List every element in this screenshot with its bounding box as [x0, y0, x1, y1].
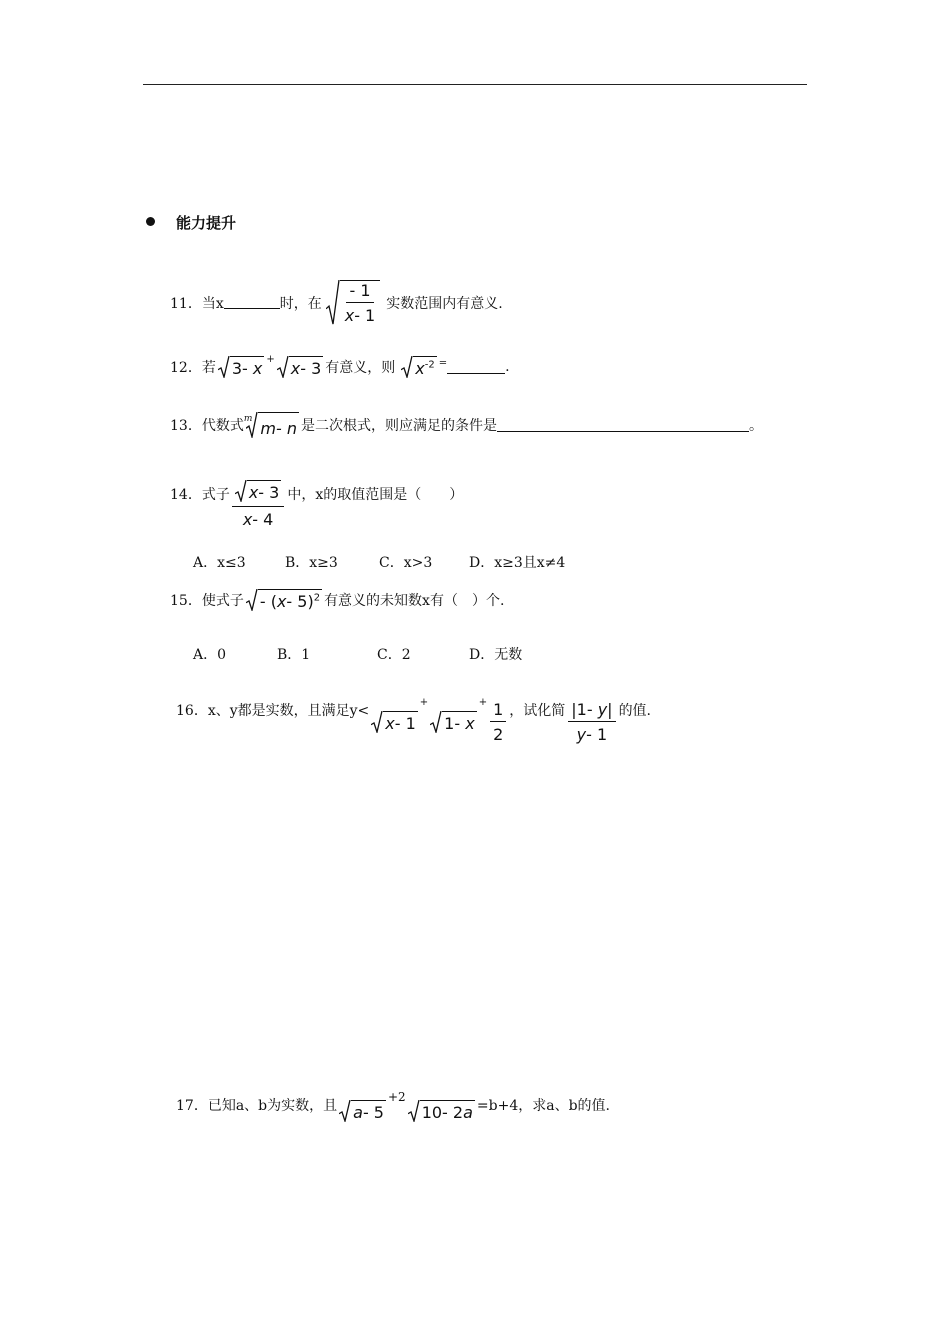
- q16-radical-1: x- 1: [371, 711, 418, 733]
- question-15-options: [193, 644, 522, 664]
- q16-abs-fraction: $\frac{|1- y|}{y- 1}$: [568, 700, 615, 744]
- radical-sign-icon: [326, 280, 340, 325]
- q16-plus-2: +: [478, 696, 488, 708]
- q14-option-a: A．x≤3: [193, 555, 246, 571]
- q11-prefix: 11．当x: [170, 295, 224, 312]
- q17-prefix: 17．已知a、b为实数，且: [176, 1098, 338, 1114]
- q16-half-fraction: $\frac{1}{2}$: [490, 700, 506, 744]
- q16-plus-1: +: [419, 696, 429, 708]
- q11-numerator: - 1: [346, 281, 373, 303]
- q12-radical-1: 3- x: [218, 356, 265, 378]
- q14-prefix: 14．式子: [170, 487, 230, 503]
- q13-end: 。: [748, 418, 763, 434]
- question-16: [176, 688, 652, 744]
- q17-radical-2: 10- 2a: [408, 1100, 475, 1122]
- q13-root-index: m: [243, 414, 253, 424]
- question-13: [170, 412, 763, 438]
- section-heading: [146, 212, 236, 233]
- question-17: [176, 1090, 610, 1122]
- question-15: [170, 589, 504, 611]
- q14-option-b: B．x≥3: [285, 555, 338, 571]
- q16-radical-2: 1- x: [430, 711, 477, 733]
- q14-option-c: C．x>3: [379, 555, 433, 571]
- q14-radical: x- 3: [235, 480, 282, 502]
- q12-radical-2: x- 3: [277, 356, 324, 378]
- question-12: [170, 353, 510, 378]
- radical-sign-icon: [246, 589, 258, 611]
- q17-plus-two: +2: [387, 1090, 406, 1104]
- question-14-options: [193, 552, 565, 572]
- q13-radical: m m- n: [243, 414, 297, 438]
- q14-fraction: $\frac{x- 3}{x- 4}$: [232, 480, 285, 529]
- radical-sign-icon: [277, 356, 289, 378]
- radical-sign-icon: [218, 356, 230, 378]
- radical-sign-icon: [401, 356, 413, 378]
- q11-radical: [326, 280, 381, 325]
- radical-sign-icon: [408, 1100, 420, 1122]
- radical-sign-icon: [339, 1100, 351, 1122]
- q12-equals: =: [438, 357, 448, 369]
- q11-denominator: x- 1: [344, 306, 376, 325]
- q12-plus: +: [266, 353, 275, 365]
- q11-answer-blank: [224, 296, 280, 309]
- q17-radical-1: a- 5: [339, 1100, 386, 1122]
- q12-answer-blank: [447, 361, 505, 374]
- q17-suffix: =b+4，求a、b的值.: [476, 1098, 610, 1114]
- q14-suffix: 中，x的取值范围是（ ）: [287, 487, 464, 503]
- question-11: [170, 280, 503, 325]
- radical-sign-icon: [371, 711, 383, 733]
- bullet-icon: [146, 217, 155, 226]
- q16-suffix: 的值.: [618, 703, 652, 719]
- q14-option-d: D．x≥3且x≠4: [469, 555, 566, 571]
- q15-radical: - (x- 5)$^2$: [246, 589, 322, 611]
- q15-option-c: C．2: [377, 647, 411, 663]
- section-title: 能力提升: [176, 214, 237, 232]
- q11-fraction: [342, 281, 379, 325]
- q15-option-d: D．无数: [469, 647, 523, 663]
- radical-sign-icon: [430, 711, 442, 733]
- q11-middle: 时，在: [279, 295, 322, 312]
- q12-middle: 有意义，则: [325, 360, 396, 376]
- q15-option-a: A．0: [193, 647, 227, 663]
- radical-sign-icon: [235, 480, 247, 502]
- q11-suffix: 实数范围内有意义.: [386, 295, 503, 312]
- q13-answer-blank: [497, 419, 749, 432]
- q12-period: .: [505, 359, 510, 375]
- q13-prefix: 13．代数式: [170, 418, 244, 434]
- header-rule: [143, 84, 807, 85]
- q12-prefix: 12．若: [170, 360, 216, 376]
- radical-sign-icon: [243, 412, 258, 438]
- q15-suffix: 有意义的未知数x有（ ）个.: [324, 593, 505, 609]
- q15-prefix: 15．使式子: [170, 593, 244, 609]
- q12-radical-3: $x^{-2}$: [401, 356, 436, 378]
- q16-middle: ，试化简: [509, 703, 566, 719]
- question-14: [170, 480, 463, 529]
- q13-suffix: 是二次根式，则应满足的条件是: [300, 418, 497, 434]
- q15-option-b: B．1: [277, 647, 311, 663]
- q16-prefix: 16．x、y都是实数，且满足y<: [176, 703, 370, 719]
